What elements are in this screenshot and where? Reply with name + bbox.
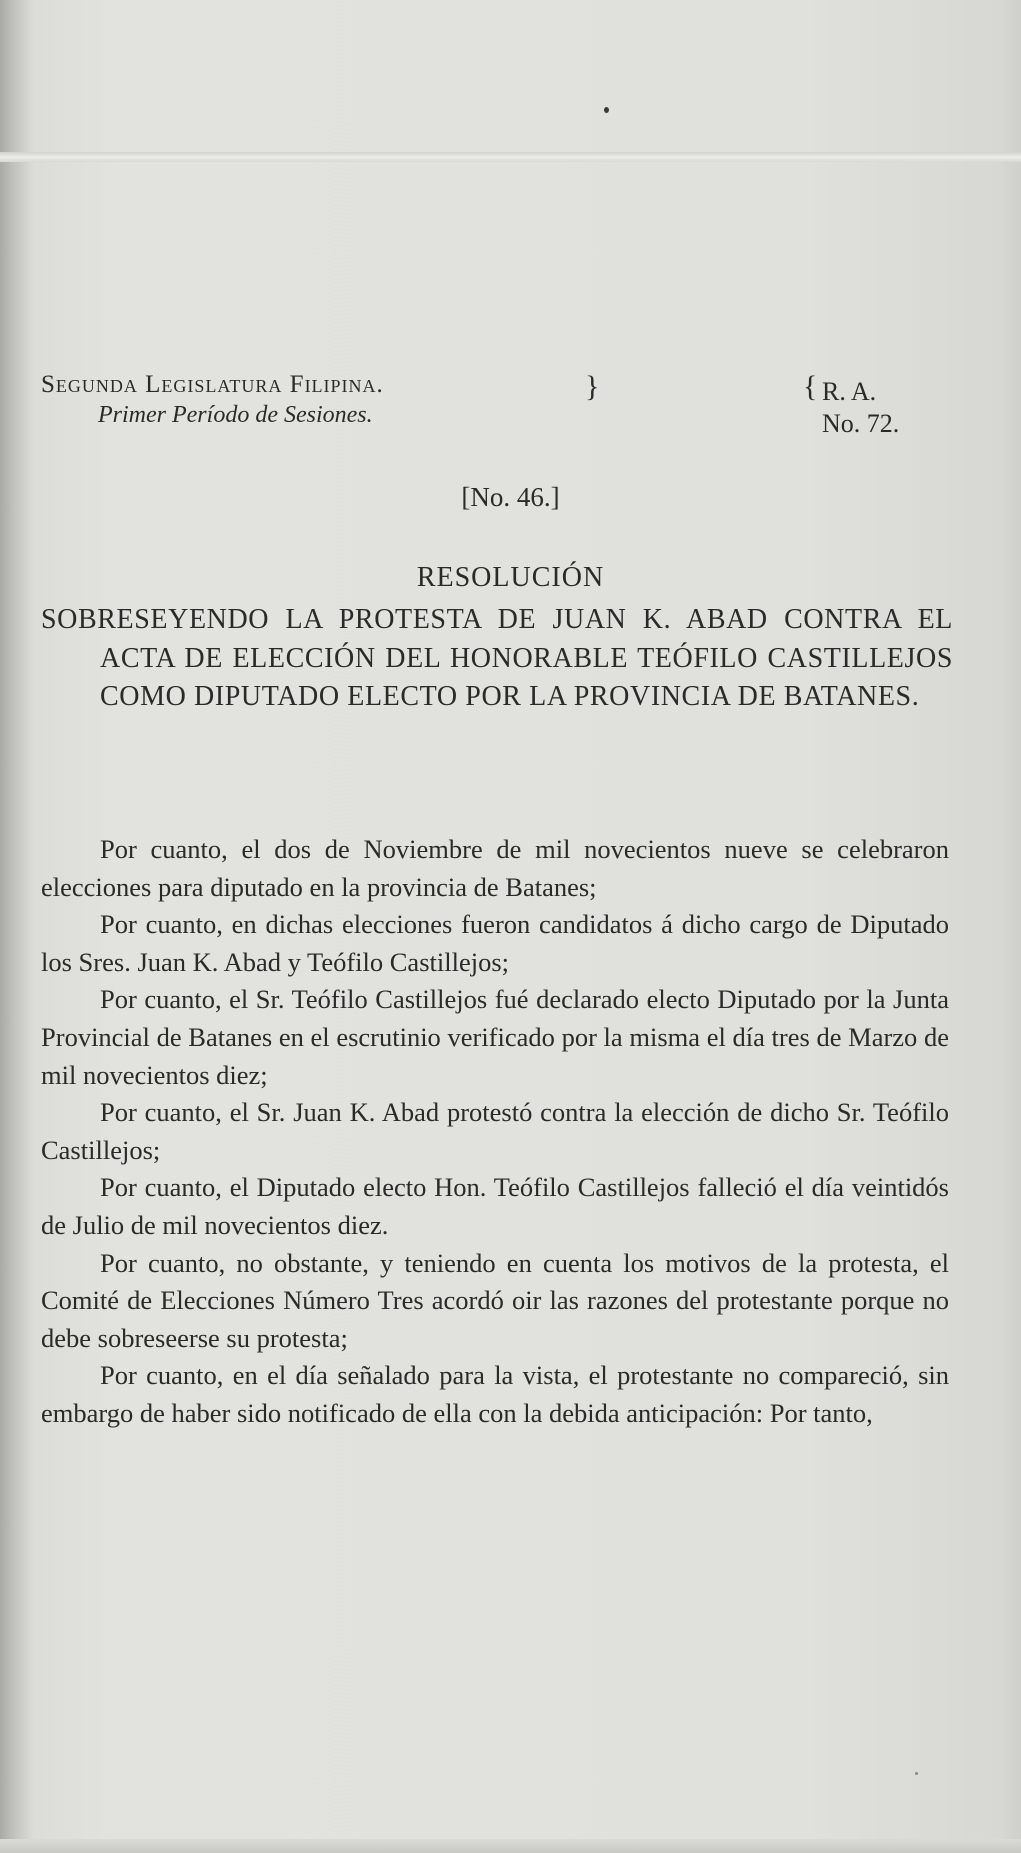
resolution-title: RESOLUCIÓN <box>416 562 605 593</box>
reference-ra: R. A. <box>822 377 877 406</box>
ink-speck <box>604 107 609 113</box>
resolution-subject: SOBRESEYENDO LA PROTESTA DE JUAN K. ABAD CONTRA EL ACTA DE ELECCIÓN DEL HONORABLE TEÓFILO CASTILLEJOS COMO DIPUTADO ELECTO POR LA PROVINCIA DE BATANES. <box>41 604 953 712</box>
paragraph: Por cuanto, el Diputado electo Hon. Teófilo Castillejos falleció el día veintidós de Julio de mil novecientos diez. <box>41 1172 949 1240</box>
resolution-body <box>41 831 949 1433</box>
reference-block <box>822 376 899 440</box>
opening-brace: { <box>803 370 818 403</box>
paragraph: Por cuanto, el Sr. Teófilo Castillejos fué declarado electo Diputado por la Junta Provincial de Batanes en el escrutinio verificado por la misma el día tres de Marzo de mil novecientos diez; <box>41 984 949 1090</box>
session-period: Primer Período de Sesiones. <box>98 402 373 428</box>
session-header <box>41 370 601 430</box>
page-bottom-edge <box>0 1839 1021 1853</box>
paragraph: Por cuanto, el Sr. Juan K. Abad protestó contra la elección de dicho Sr. Teófilo Castillejos; <box>41 1097 949 1165</box>
paragraph: Por cuanto, en el día señalado para la vista, el protestante no compareció, sin embargo de haber sido notificado de ella con la debida anticipación: Por tanto, <box>41 1360 949 1428</box>
legislature-name: Segunda Legislatura Filipina. <box>41 371 384 398</box>
page-fold <box>0 152 1021 162</box>
paragraph: Por cuanto, en dichas elecciones fueron candidatos á dicho cargo de Diputado los Sres. Juan K. Abad y Teófilo Castillejos; <box>41 909 949 977</box>
closing-brace: } <box>585 370 600 403</box>
document-number: [No. 46.] <box>461 482 560 512</box>
ink-speck <box>915 1772 918 1775</box>
paragraph: Por cuanto, no obstante, y teniendo en cuenta los motivos de la protesta, el Comité de Elecciones Número Tres acordó oir las razones del protestante porque no debe sobreseerse su protesta; <box>41 1247 949 1353</box>
reference-number: No. 72. <box>822 409 900 438</box>
paragraph: Por cuanto, el dos de Noviembre de mil novecientos nueve se celebraron elecciones para diputado en la provincia de Batanes; <box>41 834 949 902</box>
